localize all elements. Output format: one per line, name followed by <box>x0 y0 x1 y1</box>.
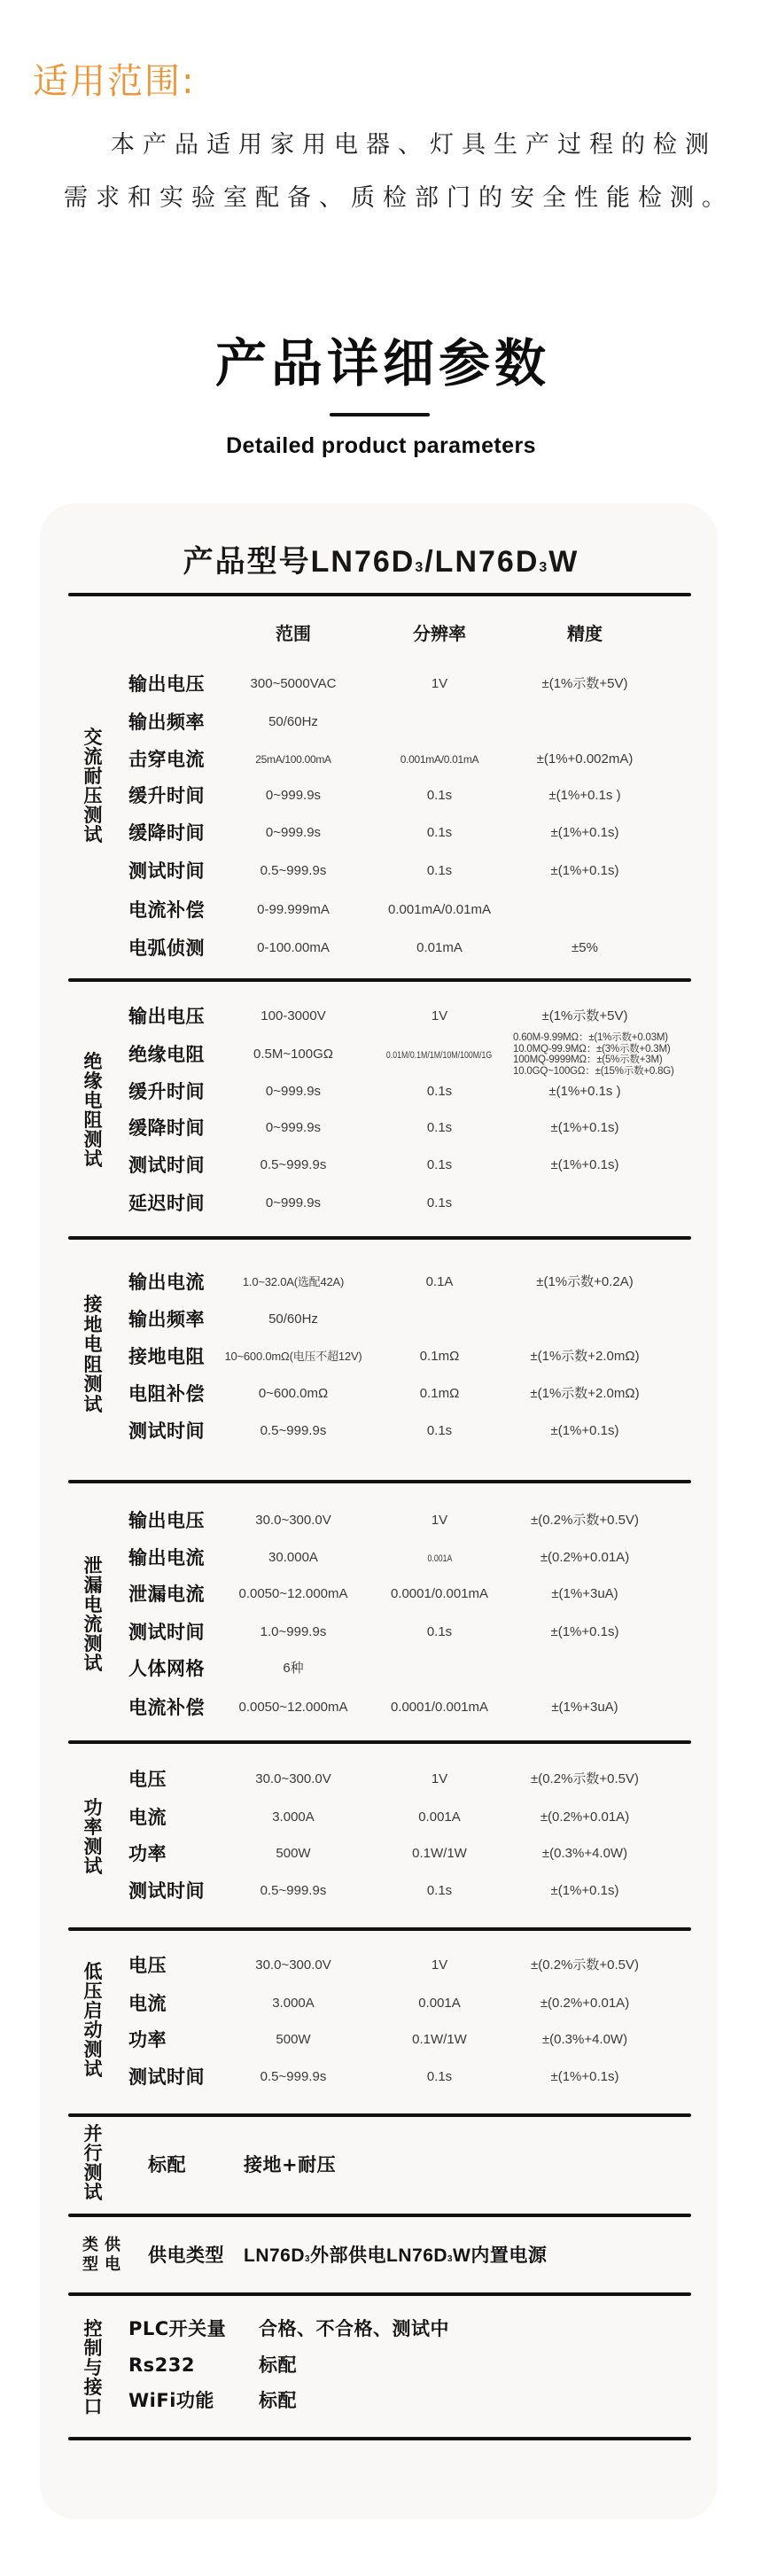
accuracy-value: ±(0.2%示数+0.5V) <box>530 1771 640 1786</box>
resolution-value: 0.1s <box>426 2069 453 2084</box>
section-label-parallel-test: 并行测试 <box>83 2123 103 2203</box>
table-row <box>0 2064 762 2090</box>
row-label: 输出电压 <box>128 673 205 695</box>
table-row <box>0 1418 762 1444</box>
scope-text-line-1: 本产品适用家用电器、灯具生产过程的检测 <box>111 131 717 159</box>
divider <box>68 978 691 982</box>
resolution-value-text: 0.01M/0.1M/1M/10M/100M/1G <box>386 1050 493 1061</box>
resolution-value: 0.0001/0.001mA <box>390 1700 489 1715</box>
range-value: 30.000A <box>268 1550 318 1565</box>
resolution-value: 0.001mA/0.01mA <box>388 902 491 917</box>
model-name-a: LN76D <box>310 545 416 579</box>
table-row <box>0 1990 762 2017</box>
divider <box>68 2214 691 2217</box>
resolution-value: 0.1s <box>426 825 453 840</box>
section-label-insulation: 绝缘电阻测试 <box>83 1051 103 1170</box>
accuracy-line: 100MQ-9999MΩ：±(5%示数+3M) <box>513 1055 663 1066</box>
table-row <box>0 1269 762 1296</box>
resolution-value: 1V <box>431 1771 448 1786</box>
row-label: 缓升时间 <box>128 1081 205 1102</box>
accuracy-value: ±(0.2%+0.01A) <box>540 1809 630 1825</box>
accuracy-value: ±(1%+3uA) <box>551 1586 618 1601</box>
row-label: 测试时间 <box>128 860 205 882</box>
table-row <box>0 1655 762 1682</box>
range-value: 0.5~999.9s <box>260 1157 327 1172</box>
range-value: 30.0~300.0V <box>255 1771 331 1786</box>
row-label: 输出电压 <box>128 1510 205 1531</box>
resolution-value: 0.01mA <box>416 940 463 955</box>
accuracy-value: ±(0.3%+4.0W) <box>541 2032 628 2047</box>
resolution-value: 0.1W/1W <box>412 1846 467 1861</box>
accuracy-value: ±(1%+0.1s ) <box>548 788 621 803</box>
accuracy-value: ±(1%+0.1s) <box>550 825 619 840</box>
resolution-value: 0.001mA/0.01mA <box>400 753 479 766</box>
range-value: 0.0050~12.000mA <box>238 1700 348 1715</box>
table-row <box>0 820 762 846</box>
page-subtitle: Detailed product parameters <box>226 433 536 458</box>
row-value: 标配 <box>259 2354 297 2376</box>
row-label: 电流 <box>128 1993 167 2014</box>
resolution-value: 0.1s <box>426 1624 453 1639</box>
resolution-value <box>360 1041 519 1069</box>
range-value: 0.0050~12.000mA <box>238 1586 348 1601</box>
table-row <box>0 2315 762 2342</box>
section-label-leakage-current: 泄漏电流测试 <box>83 1555 103 1674</box>
row-label: 输出电压 <box>128 1006 205 1027</box>
row-label: 缓降时间 <box>128 1117 205 1139</box>
row-label: 标配 <box>148 2154 186 2175</box>
range-value: 25mA/100.00mA <box>255 753 331 766</box>
table-row <box>0 1545 762 1571</box>
range-value: 1.0~999.9s <box>260 1624 327 1639</box>
accuracy-value: ±(0.2%示数+0.5V) <box>530 1513 640 1528</box>
accuracy-value: ±(1%+0.1s) <box>550 1883 619 1898</box>
divider <box>68 2437 691 2440</box>
resolution-value: 0.1s <box>426 1195 453 1210</box>
row-label: 电流补偿 <box>128 899 205 921</box>
range-value: 0~999.9s <box>265 1084 322 1099</box>
resolution-value: 0.1s <box>426 1157 453 1172</box>
range-value: 0~999.9s <box>265 825 322 840</box>
table-row <box>0 782 762 809</box>
range-value: 500W <box>276 1846 311 1861</box>
section-label-ground-resistance: 接地电阻测试 <box>83 1294 103 1415</box>
divider <box>68 1927 691 1931</box>
section-label-power: 功率测试 <box>83 1797 103 1877</box>
row-label: 输出频率 <box>128 712 205 733</box>
table-row <box>0 1003 762 1030</box>
table-row <box>0 2387 762 2414</box>
range-value: 3.000A <box>272 1996 315 2011</box>
range-value: 50/60Hz <box>268 714 318 729</box>
accuracy-value: ±(0.3%+4.0W) <box>541 1846 628 1861</box>
range-value: 0.5~999.9s <box>260 2069 327 2084</box>
resolution-value-text: 0.001A <box>427 1553 452 1564</box>
supply-text: 内置电源 <box>470 2245 548 2266</box>
row-label: 测试时间 <box>128 1880 205 1902</box>
divider <box>68 1480 691 1483</box>
scope-text-line-2: 需求和实验室配备、质检部门的安全性能检测。 <box>64 184 734 212</box>
resolution-value <box>360 1545 519 1572</box>
row-label: 电压 <box>128 1769 167 1790</box>
resolution-value: 0.001A <box>418 1809 461 1825</box>
section-label-power-supply: 供电类型 <box>80 2236 121 2275</box>
table-row <box>0 1878 762 1904</box>
resolution-value: 0.1mΩ <box>419 1349 460 1364</box>
title-underline <box>330 413 430 416</box>
row-label: 延迟时间 <box>128 1193 205 1214</box>
model-name: LN76D <box>244 2245 306 2266</box>
divider <box>68 1236 691 1240</box>
resolution-value: 1V <box>431 1513 448 1528</box>
row-label: 测试时间 <box>128 1622 205 1643</box>
range-value: 0.5~999.9s <box>260 863 327 878</box>
accuracy-multiline <box>513 1032 699 1078</box>
row-label: 测试时间 <box>128 2066 205 2088</box>
table-row <box>0 2027 762 2053</box>
resolution-value: 0.1s <box>426 1084 453 1099</box>
table-row <box>0 1343 762 1370</box>
model-sub-a: 3 <box>415 560 425 575</box>
table-row <box>0 671 762 697</box>
table-row <box>0 709 762 735</box>
range-value: 500W <box>276 2032 311 2047</box>
table-row <box>0 1581 762 1607</box>
accuracy-value: ±(0.2%+0.01A) <box>540 1996 630 2011</box>
table-row <box>0 2352 762 2378</box>
table-row <box>0 1190 762 1217</box>
row-value: 合格、不合格、测试中 <box>259 2318 449 2339</box>
table-row <box>0 746 762 773</box>
range-value: 6种 <box>283 1661 304 1676</box>
model-title <box>0 544 762 586</box>
table-row <box>0 1152 762 1179</box>
accuracy-value: ±(1%示数+0.2A) <box>536 1274 634 1289</box>
row-label: 击穿电流 <box>128 749 205 770</box>
range-value: 1.0~32.0A(选配42A) <box>242 1275 345 1288</box>
row-label: 测试时间 <box>128 1155 205 1176</box>
resolution-value: 0.1W/1W <box>412 2032 467 2047</box>
table-row <box>0 2242 762 2269</box>
section-label-control-interface: 控制与接口 <box>83 2318 103 2417</box>
row-label: WiFi功能 <box>128 2390 214 2411</box>
table-row <box>0 1115 762 1141</box>
supply-text: 外部供电 <box>310 2245 387 2266</box>
resolution-value: 0.001A <box>418 1996 461 2011</box>
resolution-value: 0.1s <box>426 1423 453 1438</box>
range-value: 0.5~999.9s <box>260 1883 327 1898</box>
accuracy-value: ±(0.2%+0.01A) <box>540 1550 630 1565</box>
table-row <box>0 1952 762 1979</box>
row-label: 电流 <box>128 1807 167 1828</box>
section-label-low-voltage-start: 低压启动测试 <box>83 1961 103 2080</box>
range-value: 30.0~300.0V <box>255 1957 331 1973</box>
accuracy-value: ±(1%+0.1s) <box>550 1423 619 1438</box>
divider <box>68 593 691 596</box>
scope-title: 适用范围: <box>33 61 196 102</box>
row-label: 电弧侦测 <box>128 938 205 959</box>
range-value: 30.0~300.0V <box>255 1513 331 1528</box>
table-row <box>0 1306 762 1333</box>
row-label: 电压 <box>128 1955 167 1976</box>
column-header-accuracy: 精度 <box>567 623 603 644</box>
table-row <box>0 858 762 884</box>
range-value: 0~999.9s <box>265 1120 322 1135</box>
range-value: 0.5~999.9s <box>260 1423 327 1438</box>
accuracy-line: 10.0GQ~100GΩ：±(15%示数+0.8G) <box>513 1066 674 1078</box>
resolution-value: 0.1s <box>426 788 453 803</box>
row-label: 人体网格 <box>128 1658 205 1679</box>
range-value: 0.5M~100GΩ <box>253 1047 333 1062</box>
table-row <box>0 1078 762 1105</box>
resolution-value: 1V <box>431 676 448 691</box>
table-row <box>0 935 762 961</box>
table-row <box>0 1766 762 1793</box>
model-sub-b: 3 <box>539 560 549 575</box>
row-value: 接地+耐压 <box>244 2154 337 2175</box>
divider <box>68 2113 691 2117</box>
resolution-value: 1V <box>431 1008 448 1023</box>
accuracy-value: ±(1%示数+5V) <box>541 676 628 691</box>
model-suffix: W <box>548 545 579 579</box>
section-label-ac-withstand: 交流耐压测试 <box>83 727 103 845</box>
resolution-value: 0.1s <box>426 863 453 878</box>
accuracy-value: ±(1%+0.1s ) <box>548 1084 621 1099</box>
accuracy-value: ±(1%+0.002mA) <box>536 751 634 767</box>
column-header-range: 范围 <box>276 623 311 644</box>
model-label: 产品型号 <box>183 544 311 580</box>
row-label: 功率 <box>128 2029 167 2051</box>
accuracy-line: 0.60M-9.99MΩ：±(1%示数+0.03M) <box>513 1032 668 1043</box>
row-label: 绝缘电阻 <box>128 1044 205 1065</box>
row-label: 泄漏电流 <box>128 1584 205 1605</box>
resolution-value: 0.1s <box>426 1883 453 1898</box>
accuracy-value: ±(0.2%示数+0.5V) <box>530 1957 640 1973</box>
table-row <box>0 2152 762 2178</box>
accuracy-value: ±5% <box>572 940 598 955</box>
resolution-value: 0.0001/0.001mA <box>390 1586 489 1601</box>
table-row <box>0 1619 762 1646</box>
table-row <box>0 1841 762 1867</box>
range-value: 0-100.00mA <box>257 940 330 955</box>
accuracy-value: ±(1%示数+2.0mΩ) <box>530 1386 640 1401</box>
row-label: 输出电流 <box>128 1272 205 1293</box>
row-value: 标配 <box>259 2390 297 2411</box>
resolution-value: 0.1A <box>425 1274 454 1289</box>
row-label: 功率 <box>128 1843 167 1864</box>
accuracy-value: ±(1%示数+5V) <box>541 1008 628 1023</box>
row-label: PLC开关量 <box>128 2318 227 2339</box>
range-value: 300~5000VAC <box>250 676 337 691</box>
accuracy-value: ±(1%+0.1s) <box>550 863 619 878</box>
divider <box>68 2292 691 2296</box>
table-row <box>0 1381 762 1407</box>
range-value: 3.000A <box>272 1809 315 1825</box>
accuracy-value: ±(1%+0.1s) <box>550 1120 619 1135</box>
power-supply-value <box>244 2242 547 2273</box>
row-label: 电流补偿 <box>128 1697 205 1718</box>
model-suffix: W <box>453 2245 471 2266</box>
row-label: 接地电阻 <box>128 1346 205 1367</box>
row-label: 测试时间 <box>128 1420 205 1442</box>
row-label: 缓升时间 <box>128 785 205 806</box>
table-row <box>0 1507 762 1534</box>
range-value: 0-99.999mA <box>257 902 330 917</box>
row-label: 电阻补偿 <box>128 1383 205 1405</box>
row-label: 输出频率 <box>128 1309 205 1330</box>
column-header-resolution: 分辨率 <box>413 623 466 644</box>
resolution-value: 0.1s <box>426 1120 453 1135</box>
resolution-value: 1V <box>431 1957 448 1973</box>
model-subscript: 3 <box>447 2254 454 2264</box>
accuracy-value: ±(1%+0.1s) <box>550 1157 619 1172</box>
table-row <box>0 897 762 923</box>
model-separator: / <box>424 545 435 579</box>
table-row <box>0 1804 762 1831</box>
divider <box>68 1740 691 1744</box>
table-row <box>0 1694 762 1721</box>
model-name: LN76D <box>386 2245 448 2266</box>
range-value: 0~999.9s <box>265 788 322 803</box>
accuracy-line: 10.0MQ-99.9MΩ：±(3%示数+0.3M) <box>513 1043 671 1055</box>
range-value: 100-3000V <box>260 1008 326 1023</box>
resolution-value: 0.1mΩ <box>419 1386 460 1401</box>
row-label: Rs232 <box>128 2354 196 2376</box>
range-value: 10~600.0mΩ(电压不超12V) <box>224 1350 362 1363</box>
model-name-b: LN76D <box>434 545 540 579</box>
row-label: 缓降时间 <box>128 822 205 844</box>
accuracy-value: ±(1%+0.1s) <box>550 1624 619 1639</box>
row-label: 输出电流 <box>128 1547 205 1568</box>
range-value: 0~600.0mΩ <box>258 1386 329 1401</box>
model-subscript: 3 <box>305 2254 311 2264</box>
page-title: 产品详细参数 <box>214 333 550 393</box>
row-label: 供电类型 <box>148 2245 224 2266</box>
range-value: 0~999.9s <box>265 1195 322 1210</box>
accuracy-value: ±(1%+3uA) <box>551 1700 618 1715</box>
accuracy-value: ±(1%+0.1s) <box>550 2069 619 2084</box>
accuracy-value: ±(1%示数+2.0mΩ) <box>530 1349 640 1364</box>
range-value: 50/60Hz <box>268 1311 318 1327</box>
